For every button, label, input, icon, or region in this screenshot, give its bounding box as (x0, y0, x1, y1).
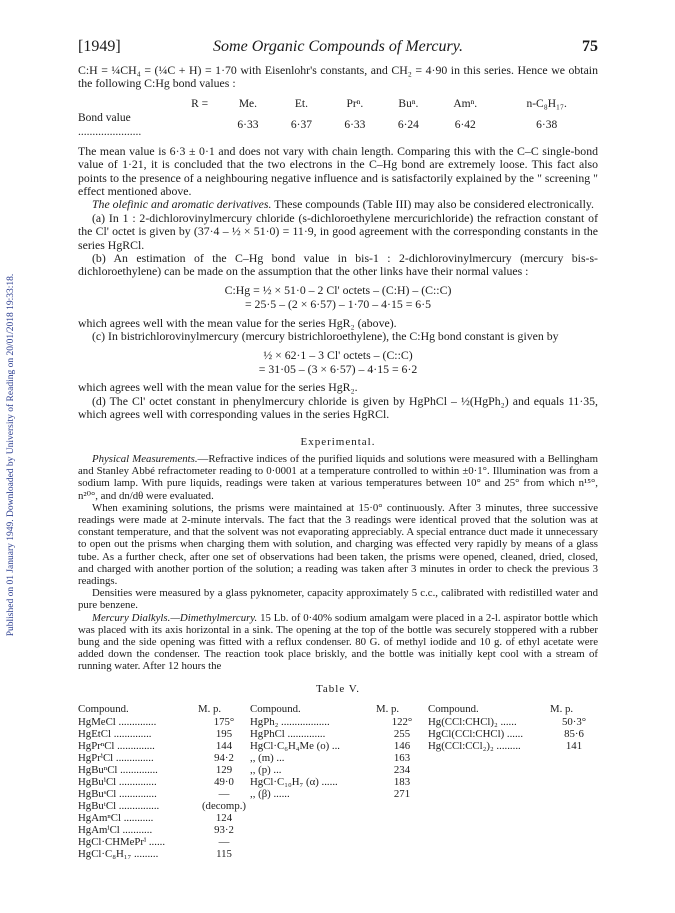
melting-point-cell: 183 (393, 776, 411, 788)
melting-point-cell: 94·2 (214, 752, 234, 764)
melting-point-cell: 93·2 (214, 824, 234, 836)
compound-cell: HgPhCl .............. (250, 728, 326, 740)
compound-cell: HgCl·CHMePrⁱ ...... (78, 836, 166, 848)
melting-point-cell: 50·3° (561, 716, 587, 728)
densities-paragraph: Densities were measured by a glass pyknometer, capacity approximately 5 c.c., calibrated with redistilled water and pure benzene. (78, 587, 598, 612)
article-body (78, 64, 598, 860)
bond-value-cell: 6·38 (536, 118, 558, 131)
olefinic-heading: The olefinic and aromatic derivatives. (92, 197, 272, 212)
compound-cell: HgMeCl .............. (78, 716, 157, 728)
melting-point-cell: — (218, 836, 230, 848)
table-v-header-cell: Compound. (78, 703, 129, 715)
equation-b-line1: C:Hg = ½ × 51·0 – 2 Cl' octets – (C:H) – (C::C) (224, 282, 452, 297)
melting-point-cell: (decomp.) (201, 800, 247, 812)
table-v-row (78, 788, 598, 800)
solutions-paragraph: When examining solutions, the prisms were maintained at 15·0° continuously. After 3 minutes, three successive readings were made at 2-minute intervals. The fact that the 3 readings were identical proved that the solution was at constant temperature, and that the solvent was not evaporating appreciably. A special entrance duct made it unnecessary to open out the prisms when charging them with solution, and charging was effected very rapidly by means of a glass tube. As a further check, after one set of observations had been taken, the prisms were opened, cleaned, dried, closed, and charged with another portion of the solution; a reading was taken after 3 minutes in order to check the previous 3 readings. (78, 501, 598, 587)
paragraph-c: (c) In bistrichlorovinylmercury (mercury bistrichloroethylene), the C:Hg bond constant is given by (92, 329, 559, 344)
compound-cell: HgAmⁱCl ........... (78, 824, 153, 836)
melting-point-cell: 49·0 (214, 776, 234, 788)
download-notice-text: Published on 01 January 1949. Downloaded by University of Reading on 20/01/2018 19:33:18. (6, 273, 16, 637)
table-v-row (78, 776, 598, 788)
paragraph-b: (b) An estimation of the C–Hg bond value in bis-1 : 2-dichlorovinylmercury (mercury bis-s-dichloroethylene) can be made on the assumption that the other links have their normal values : (78, 251, 598, 279)
header-year: [1949] (78, 38, 121, 55)
table-v-row (78, 812, 598, 824)
experimental-section (78, 453, 598, 673)
table-v-row (78, 848, 598, 860)
melting-point-cell: 129 (215, 764, 233, 776)
melting-point-cell: 195 (215, 728, 233, 740)
equation-c-line1: ½ × 62·1 – 3 Cl' octets – (C::C) (263, 347, 413, 362)
bond-row-label: Bond value ...................... (78, 111, 142, 138)
compound-cell: HgBuⁱCl .............. (78, 776, 157, 788)
table-v-row (78, 752, 598, 764)
compound-cell: ,, (p) ... (250, 764, 282, 776)
table-v-row (78, 800, 598, 812)
mean-value-paragraph: The mean value is 6·3 ± 0·1 and does not vary with chain length. Comparing this with the C–C single-bond value of 1·21, it is concluded that the two electrons in the C–Hg bond are extremely loose. This fact also points to the presence of a neighbouring negative influence and is satisfactorily explained by the " screening " effect mentioned above. (78, 143, 598, 199)
melting-point-cell: 144 (215, 740, 233, 752)
physical-measurements-paragraph (78, 453, 598, 502)
compound-cell: HgBuˢCl .............. (78, 788, 157, 800)
melting-point-cell: 175° (213, 716, 235, 728)
melting-point-cell: 146 (393, 740, 411, 752)
table-v-header-cell: Compound. (250, 703, 301, 715)
bond-header-cell: Amⁿ. (453, 97, 478, 110)
compound-cell: HgPrⁿCl .............. (78, 740, 155, 752)
bond-table-header (78, 97, 598, 111)
table-v-row (78, 728, 598, 740)
melting-point-cell: 163 (393, 752, 411, 764)
download-notice (4, 130, 18, 780)
compound-cell: ,, (β) ...... (250, 788, 290, 800)
melting-point-cell: 234 (393, 764, 411, 776)
experimental-heading: Experimental. (300, 435, 376, 448)
bond-value-table (78, 97, 598, 139)
intro-paragraph: C:H = ¼CH₄ = (¼C + H) = 1·70 with Eisenlohr's constants, and CH₂ = 4·90 in this series. Hence we obtain the following C:Hg bond values : (78, 63, 598, 91)
dialkyls-paragraph (78, 612, 598, 673)
paragraph-b-end: which agrees well with the mean value for the series HgR₂ (above). (78, 315, 397, 330)
equation-c-line2: = 31·05 – (3 × 6·57) – 4·15 = 6·2 (258, 361, 418, 376)
compound-cell: HgAmⁿCl ........... (78, 812, 154, 824)
melting-point-cell: 115 (216, 848, 232, 860)
compound-cell: HgEtCl .............. (78, 728, 152, 740)
table-v-row (78, 740, 598, 752)
melting-point-cell: 124 (215, 812, 233, 824)
table-v-header-cell: M. p. (376, 703, 400, 715)
compound-cell: HgPh₂ .................. (250, 716, 330, 728)
bond-header-cell: Buⁿ. (398, 97, 419, 110)
bond-header-cell: R = (191, 97, 209, 110)
bond-value-cell: 6·33 (344, 118, 366, 131)
paragraph-c-end: which agrees well with the mean value for the series HgR₂. (78, 380, 358, 395)
table-v-row (78, 824, 598, 836)
compound-cell: HgPrⁱCl .............. (78, 752, 154, 764)
table-v-row (78, 764, 598, 776)
paragraph-a: (a) In 1 : 2-dichlorovinylmercury chloride (s-dichloroethylene mercurichloride) the refraction constant of the Cl' octet is given by (37·4 – ½ × 51·0) = 11·9, in good agreement with the corresponding constants in the series HgRCl. (78, 210, 598, 252)
bond-table-row (78, 111, 598, 139)
compound-cell: Hg(CCl:CCl₂)₂ ......... (428, 740, 521, 752)
melting-point-cell: 255 (393, 728, 411, 740)
olefinic-paragraph (78, 198, 598, 211)
physical-measurements-heading: Physical Measurements. (92, 452, 198, 465)
compound-cell: Hg(CCl:CHCl)₂ ...... (428, 716, 517, 728)
table-v-title: Table V. (315, 682, 361, 695)
compound-cell: HgCl·C₆H₄Me (o) ... (250, 740, 340, 752)
table-v-row (78, 836, 598, 848)
compound-cell: HgBuᵗCl ............... (78, 800, 160, 812)
bond-value-cell: 6·33 (237, 118, 259, 131)
table-v (78, 702, 598, 860)
compound-cell: ,, (m) ... (250, 752, 285, 764)
physical-measurements-text: —Refractive indices of the purified liquids and solutions were measured with a Bellingham and Stanley Abbé refractometer reading to 0·0001 at a temperature controlled to within ±0·1°. Illumination was from a sodium lamp. With pure liquids, readings were taken at various temperatures between 10° and 25° from which n¹⁵°, n²⁰°, and dn/dθ were evaluated. (78, 452, 598, 502)
table-v-row (78, 716, 598, 728)
bond-header-cell: Me. (238, 97, 258, 110)
bond-header-cell: n-C₈H₁₇. (526, 97, 567, 110)
table-v-header-cell: M. p. (198, 703, 222, 715)
compound-cell: HgBuⁿCl .............. (78, 764, 158, 776)
melting-point-cell: 85·6 (564, 728, 584, 740)
melting-point-cell: — (218, 788, 230, 800)
compound-cell: HgCl·C₈H₁₇ ......... (78, 848, 159, 860)
melting-point-cell: 122° (391, 716, 413, 728)
bond-header-cell: Prⁿ. (346, 97, 364, 110)
compound-cell: HgCl(CCl:CHCl) ...... (428, 728, 524, 740)
melting-point-cell: 271 (393, 788, 411, 800)
page-header (78, 38, 598, 60)
melting-point-cell: 141 (565, 740, 583, 752)
bond-value-cell: 6·24 (397, 118, 419, 131)
paragraph-d: (d) The Cl' octet constant in phenylmercury chloride is given by HgPhCl – ½(HgPh₂) and equals 11·35, which agrees well with corresponding values in the series HgRCl. (78, 393, 598, 422)
dialkyls-heading: Mercury Dialkyls.—Dimethylmercury. (92, 611, 258, 624)
olefinic-text: These compounds (Table III) may also be considered electronically. (271, 197, 594, 212)
equation-b-line2: = 25·5 – (2 × 6·57) – 1·70 – 4·15 = 6·5 (244, 297, 432, 312)
running-title: Some Organic Compounds of Mercury. (213, 38, 463, 55)
page-number: 75 (582, 38, 598, 55)
dialkyls-text: 15 Lb. of 0·40% sodium amalgam were placed in a 2-l. aspirator bottle which was placed with its axis horizontal in a sink. The opening at the top of the bottle was securely stoppered with a rubber bung and the side opening was fitted with a reflux condenser. 80 G. of methyl iodide and 10 g. of ethyl acetate were added down the condenser. The reaction took place briskly, and the bottle was initially kept cool with a stream of running water. After 12 hours the (78, 611, 598, 673)
compound-cell: HgCl·C₁₀H₇ (α) ...... (250, 776, 338, 788)
bond-header-cell: Et. (294, 97, 308, 110)
table-v-body (78, 716, 598, 860)
table-v-header-cell: Compound. (428, 703, 479, 715)
bond-value-cell: 6·42 (454, 118, 476, 131)
bond-value-cell: 6·37 (290, 118, 312, 131)
table-v-header-cell: M. p. (550, 703, 574, 715)
table-v-header (78, 702, 598, 716)
